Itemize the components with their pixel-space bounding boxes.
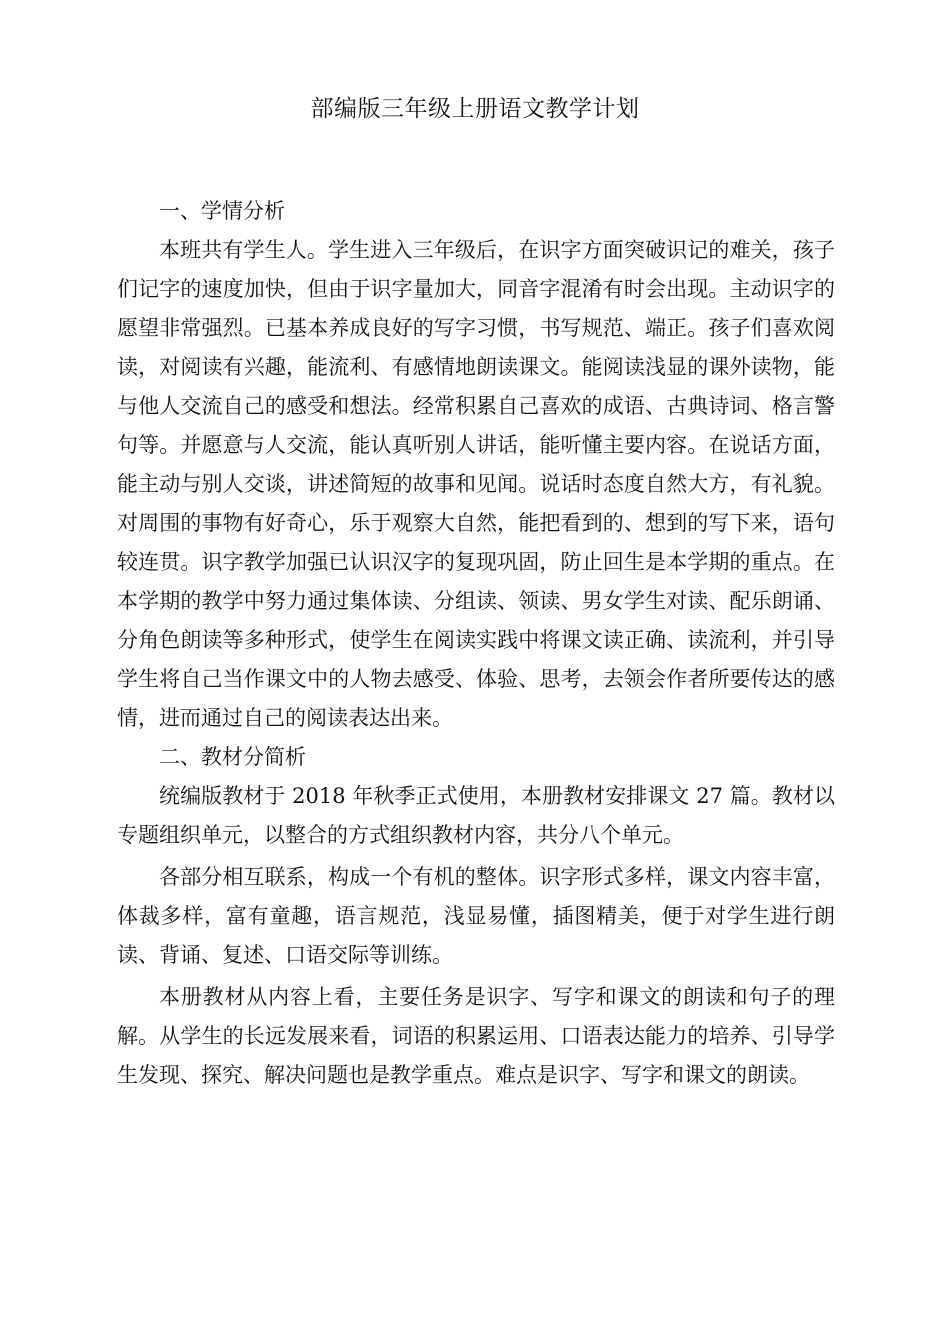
paragraph-textbook-focus: 本册教材从内容上看，主要任务是识字、写字和课文的朗读和句子的理解。从学生的长远发展来看，词语的积累运用、口语表达能力的培养、引导学生发现、探究、解决问题也是教学重点。难点是识字、写字和课文的朗读。 xyxy=(117,985,835,1087)
paragraph-learning-analysis: 本班共有学生人。学生进入三年级后，在识字方面突破识记的难关，孩子们记字的速度加快，但由于识字量加大，同音字混淆有时会出现。主动识字的愿望非常强烈。已基本养成良好的写字习惯，书写规范、端正。孩子们喜欢阅读，对阅读有兴趣，能流利、有感情地朗读课文。能阅读浅显的课外读物，能与他人交流自己的感受和想法。经常积累自己喜欢的成语、古典诗词、格言警句等。并愿意与人交流，能认真听别人讲话，能听懂主要内容。在说话方面，能主动与别人交谈，讲述简短的故事和见闻。说话时态度自然大方，有礼貌。对周围的事物有好奇心，乐于观察大自然，能把看到的、想到的写下来，语句较连贯。识字教学加强已认识汉字的复现巩固，防止回生是本学期的重点。在本学期的教学中努力通过集体读、分组读、领读、男女学生对读、配乐朗诵、分角色朗读等多种形式，使学生在阅读实践中将课文读正确、读流利，并引导学生将自己当作课文中的人物去感受、体验、思考，去领会作者所要传达的感情，进而通过自己的阅读表达出来。 xyxy=(117,238,835,730)
document-title: 部编版三年级上册语文教学计划 xyxy=(310,96,640,122)
paragraph-textbook-structure: 各部分相互联系，构成一个有机的整体。识字形式多样，课文内容丰富，体裁多样，富有童趣，语言规范，浅显易懂，插图精美，便于对学生进行朗读、背诵、复述、口语交际等训练。 xyxy=(117,865,835,967)
paragraph-textbook-intro: 统编版教材于 2018 年秋季正式使用，本册教材安排课文 27 篇。教材以专题组织单元，以整合的方式组织教材内容，共分八个单元。 xyxy=(117,784,835,847)
document-body xyxy=(117,192,835,1095)
section-heading-learning-analysis: 一、学情分析 xyxy=(159,199,285,223)
section-heading-textbook-analysis: 二、教材分简析 xyxy=(159,745,306,769)
